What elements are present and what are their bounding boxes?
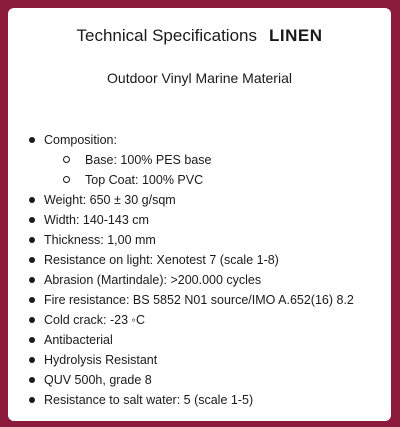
spec-item-salt-water: Resistance to salt water: 5 (scale 1-5)	[8, 390, 391, 410]
bullet-icon	[29, 377, 35, 383]
bullet-icon	[29, 257, 35, 263]
spec-list	[8, 130, 391, 410]
bullet-icon	[29, 277, 35, 283]
product-name: LINEN	[268, 26, 323, 45]
spec-item-light-resistance: Resistance on light: Xenotest 7 (scale 1-8)	[8, 250, 391, 270]
bullet-icon	[29, 197, 35, 203]
bullet-icon	[29, 237, 35, 243]
spec-item-abrasion: Abrasion (Martindale): >200.000 cycles	[8, 270, 391, 290]
spec-item-thickness: Thickness: 1,00 mm	[8, 230, 391, 250]
spec-subitem-base: Base: 100% PES base	[8, 150, 391, 170]
bullet-icon	[29, 397, 35, 403]
bullet-icon	[29, 297, 35, 303]
spec-item-fire-resistance: Fire resistance: BS 5852 N01 source/IMO A.652(16) 8.2	[8, 290, 391, 310]
spec-item-hydrolysis: Hydrolysis Resistant	[8, 350, 391, 370]
spec-item-quv: QUV 500h, grade 8	[8, 370, 391, 390]
hollow-bullet-icon	[63, 156, 70, 163]
title-row	[8, 26, 391, 46]
page-title: Technical Specifications	[76, 26, 257, 45]
spec-item-weight: Weight: 650 ± 30 g/sqm	[8, 190, 391, 210]
page-subtitle: Outdoor Vinyl Marine Material	[107, 70, 292, 86]
bullet-icon	[29, 317, 35, 323]
hollow-bullet-icon	[63, 176, 70, 183]
spec-item-width: Width: 140-143 cm	[8, 210, 391, 230]
spec-item-composition: Composition:	[8, 130, 391, 150]
spec-sheet	[8, 8, 391, 421]
bullet-icon	[29, 357, 35, 363]
bullet-icon	[29, 217, 35, 223]
spec-item-antibacterial: Antibacterial	[8, 330, 391, 350]
bullet-icon	[29, 137, 35, 143]
bullet-icon	[29, 337, 35, 343]
spec-item-cold-crack: Cold crack: -23 ◦C	[8, 310, 391, 330]
spec-subitem-top-coat: Top Coat: 100% PVC	[8, 170, 391, 190]
